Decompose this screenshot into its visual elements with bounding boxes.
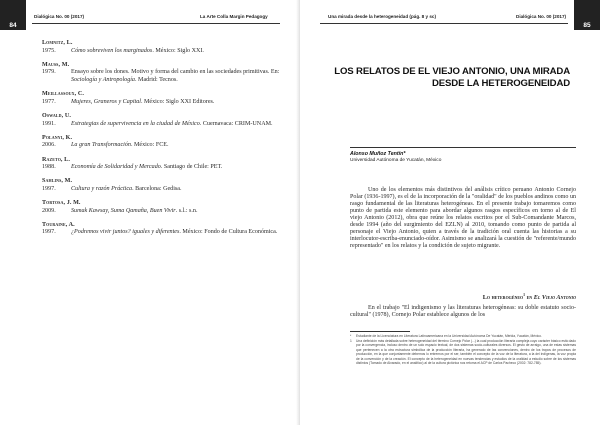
section-heading-connector: en	[525, 294, 534, 302]
bibliography-reference	[42, 208, 282, 216]
bibliography-year: 1977.	[42, 98, 56, 105]
header-rule-right	[320, 23, 568, 24]
bibliography-title: Sociología y Antropología	[71, 76, 135, 83]
bibliography-title: Cultura y razón Práctica	[71, 185, 133, 192]
bibliography-author: Oswald, U.	[42, 112, 71, 119]
running-head-title-right: Una mirada desde la heterogeneidad (pág. 8 y sc)	[328, 14, 436, 19]
bibliography-year: 1991.	[42, 120, 56, 127]
footnotes	[350, 334, 576, 366]
bibliography-reference	[42, 121, 282, 129]
bibliography-reference	[42, 142, 282, 150]
bibliography-entry	[42, 113, 282, 128]
bibliography-citation: Cultura y razón Práctica. Barcelona: Gedisa.	[71, 185, 182, 192]
section-heading-work-title: El Viejo Antonio	[533, 294, 576, 302]
footnote-text: Estudiante de la Licenciatura en Literatura Latinoamericana en la Universidad Autónoma De Yucatán, Mérida, Yucatán, México.	[356, 334, 542, 338]
bibliography-author: Meillassoux, C.	[42, 91, 85, 98]
bibliography-title: Cómo sobreviven los marginados	[71, 47, 153, 54]
bibliography-entry	[42, 62, 282, 85]
article-title-line-2: DESDE LA HETEROGENEIDAD	[432, 78, 570, 90]
bibliography-reference	[42, 229, 282, 237]
bibliography-citation: Estrategias de supervivencia en la ciudad de México. Cuernavaca: CRIM-UNAM.	[71, 120, 273, 127]
bibliography-entry	[42, 200, 282, 215]
header-rule-left	[32, 23, 280, 24]
article-title-line-1: LOS RELATOS DE EL VIEJO ANTONIO, UNA MIRADA	[334, 66, 570, 77]
bibliography-list	[42, 40, 282, 244]
bibliography-author: Tortosa, J. M.	[42, 200, 81, 207]
bibliography-reference	[42, 48, 282, 56]
section-heading-footnote-ref: 1	[523, 293, 526, 297]
author-affiliation: Universidad Autónoma de Yucatán, México	[350, 158, 442, 163]
bibliography-year: 1975.	[42, 47, 56, 54]
footnote-rule	[350, 331, 410, 332]
bibliography-author: Mauss, M.	[42, 61, 70, 68]
footnote-number: 1	[350, 339, 352, 343]
footnote-number: *	[350, 334, 352, 338]
paragraph-1: Uno de los elementos más distintivos del análisis crítico peruano Antonio Cornejo Polar (1936-1997), es el de la incorporación de la "oralidad" de los pueblos andinos como un rasgo fundamental de las literaturas heterogéneas. En el presente trabajo tomaremos como punto de partida este elemento para abordar algunos rasgos específicos en torno al de El viejo Antonio (2012), obra que reúne los relatos escritos por el Sub-Comandante Marcos, desde 1994 (año del surgimiento del EZLN) al 2010, tomando como punto de partida al personaje el Viejo Antonio, quien a través de la tradición oral cuenta las historias a su interlocutor-escriba-enunciado-oídor. Asimismo se analizará la cuestión de "referente/mundo representado" en los relatos y la condición de sujeto migrante.	[350, 187, 576, 250]
section-heading-text: Lo heterogéneo	[482, 294, 524, 302]
article-title	[318, 66, 570, 91]
bibliography-entry	[42, 40, 282, 55]
bibliography-title: Mujeres, Graneros y Capital	[71, 98, 141, 105]
bibliography-reference	[42, 99, 282, 107]
bibliography-author: Razeto, L.	[42, 156, 70, 163]
author-name: Alonso Muñoz Tentín*	[350, 151, 406, 157]
bibliography-entry	[42, 157, 282, 172]
bibliography-entry	[42, 178, 282, 193]
bibliography-citation: ¿Podremos vivir juntos? iguales y diferentes. México: Fondo de Cultura Económica.	[71, 229, 278, 236]
bibliography-entry	[42, 135, 282, 150]
bibliography-entry	[42, 91, 282, 106]
bibliography-year: 1997.	[42, 229, 56, 236]
bibliography-year: 2006.	[42, 142, 56, 149]
bibliography-author: Touraine, A.	[42, 221, 75, 228]
running-head-journal-left: Dialógica No. 00 (2017)	[34, 14, 85, 19]
footnote-text: Una definición más detallada sobre heterogeneidad del término Cornejo Polar (...) la cual producción literaria compleja cuyo carácter básico está dado por la convergencia, incluso dentro de un solo espacio textual, de dos sistemas socio-culturales diversos. El gesto de arraigo, una de estas sistemas que pertenecen a la otra estructura simbólica de la producción literaria, ha generado de las convenciones, dentro de los tropos de procesos de producción, en la que conjuntamente debemos lo entremos por el ser, también el concepto de la voz de la literatura, a la del indígenas, la voz propia de la convención y de la creación. El concepto de la heterogeneidad en nuevas tendencias y estudios de la oralidad a estudio sobre de los sistemas distintos (Tomado de Alvarado, en el analítico) al de la cultura pictórica nos retoma el ACP de Carlos Pacheco (2002: 782-785).	[356, 339, 576, 366]
running-head-journal-right: Dialógica No. 00 (2017)	[516, 14, 567, 19]
paragraph-2: En el trabajo "El indigenismo y las literaturas heterogéneas: su doble estatuto socio-cultural" (1978), Cornejo Polar establece algunos de los	[350, 305, 576, 319]
footnote	[350, 339, 576, 365]
bibliography-reference	[42, 164, 282, 172]
bibliography-citation: Sumak Kawsay, Suma Qamaña, Buen Vivir. s.l.: s.n.	[71, 207, 198, 214]
bibliography-title: Sumak Kawsay, Suma Qamaña, Buen Vivir	[71, 207, 176, 214]
bibliography-citation: Economía de Solidaridad y Mercado. Santiago de Chile: PET.	[71, 164, 223, 171]
bibliography-year: 1979.	[42, 69, 56, 76]
bibliography-year: 2009.	[42, 207, 56, 214]
page-number-right: 85	[574, 0, 600, 30]
bibliography-title: ¿Podremos vivir juntos? iguales y diferentes	[71, 229, 180, 236]
bibliography-author: Sahlins, M.	[42, 178, 73, 185]
bibliography-title: Estrategias de supervivencia en la ciudad de México	[71, 120, 200, 127]
bibliography-citation: La gran Transformación. México: FCE.	[71, 142, 169, 149]
bibliography-year: 1988.	[42, 164, 56, 171]
bibliography-citation: Cómo sobreviven los marginados. México: Siglo XXI.	[71, 47, 204, 54]
bibliography-year: 1997.	[42, 185, 56, 192]
bibliography-reference	[42, 186, 282, 194]
bibliography-author: Lomnitz, L.	[42, 40, 73, 46]
section-heading	[350, 293, 576, 301]
bibliography-author: Polanyi, K.	[42, 134, 73, 141]
bibliography-entry	[42, 222, 282, 237]
running-head-section-left: La Arte Colla Margin Pedagogy	[200, 14, 268, 19]
page-number-left: 84	[0, 0, 26, 30]
bibliography-title: Economía de Solidaridad y Mercado	[71, 164, 161, 171]
bibliography-citation: Mujeres, Graneros y Capital. México: Siglo XXI Editores.	[71, 98, 215, 105]
bibliography-title: La gran Transformación	[71, 142, 131, 149]
bibliography-reference	[42, 69, 282, 84]
author-rule	[350, 147, 576, 148]
footnote	[350, 334, 576, 338]
bibliography-citation: Ensayo sobre los dones. Motivo y forma del cambio en las sociedades primitivas. En: Sociología y Antropología. Madrid: Tecnos.	[71, 69, 280, 83]
